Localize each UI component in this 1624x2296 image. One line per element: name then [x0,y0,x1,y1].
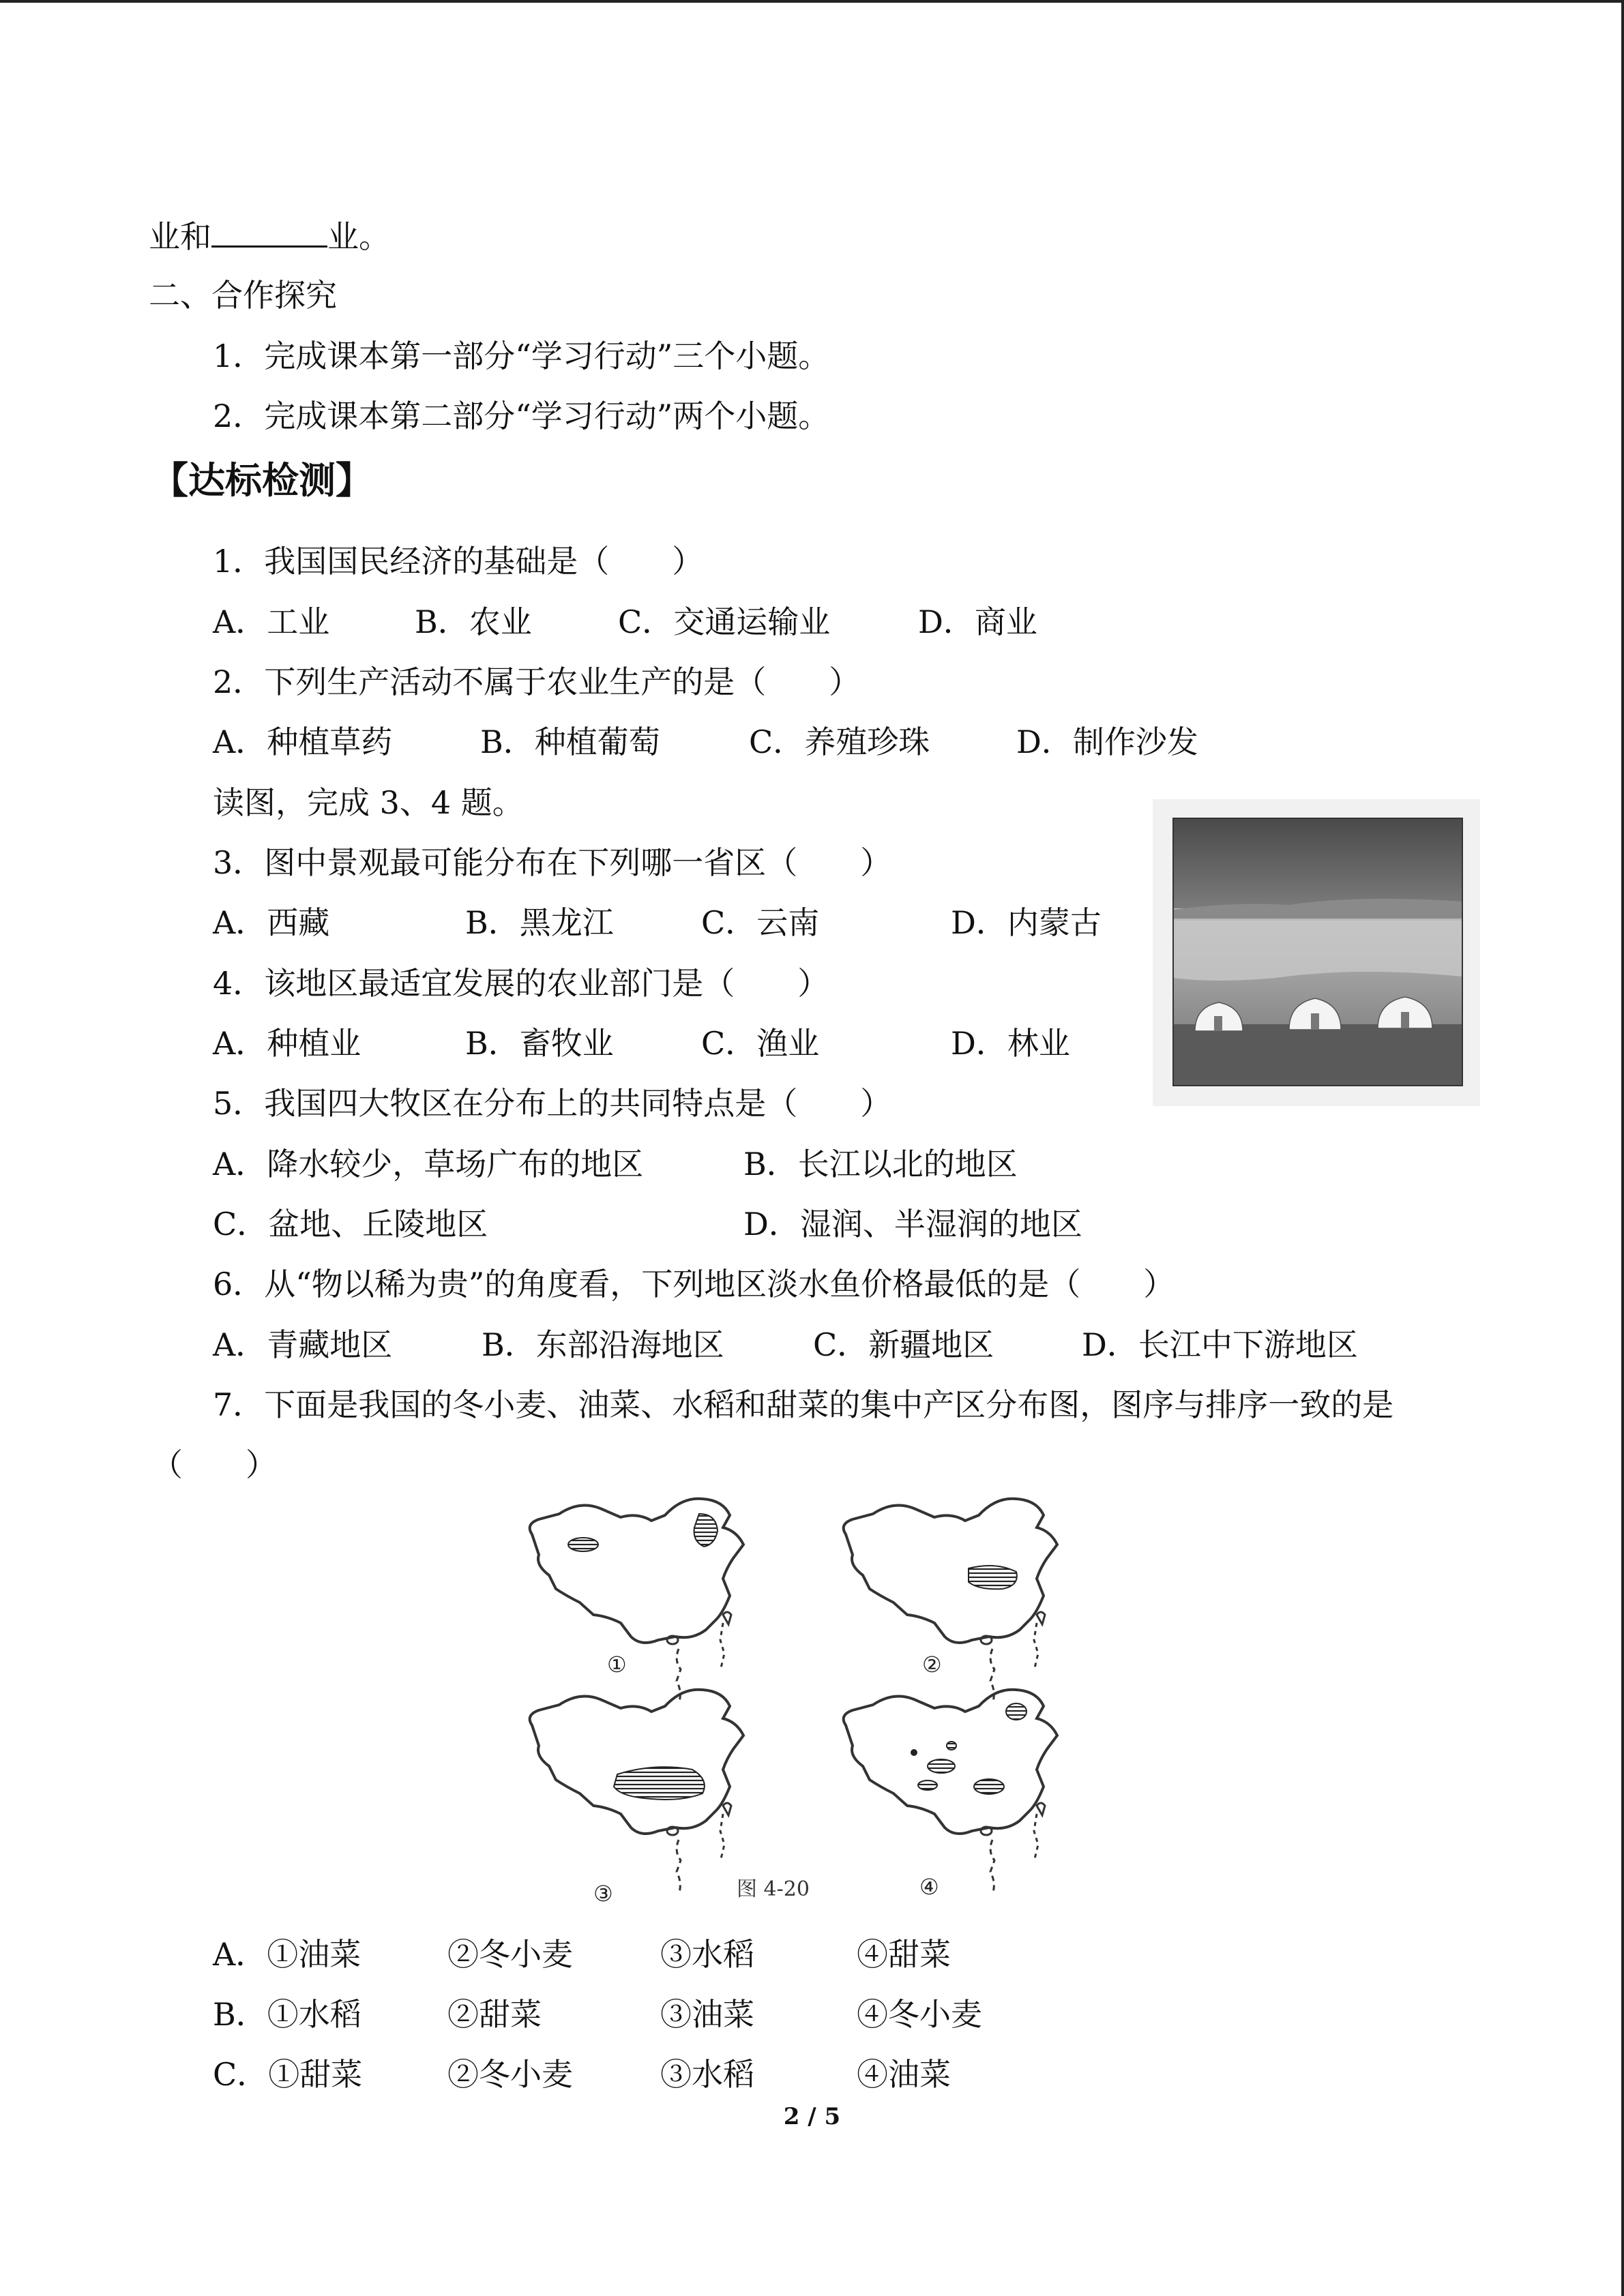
intro-suffix: 业。 [327,218,390,255]
q7-option-c-3: ③水稻 [660,2056,754,2093]
q7-option-b-4: ④冬小麦 [857,1996,982,2033]
map-3 [530,1690,743,1892]
map-4 [844,1690,1057,1892]
map-label-3: ③ [593,1881,613,1907]
map-1 [530,1499,743,1701]
map-label-2: ② [922,1652,942,1678]
q6-option-d: D．长江中下游地区 [1082,1326,1358,1363]
q2-option-a: A．种植草药 [213,724,393,760]
q5-option-d: D．湿润、半湿润的地区 [743,1206,1082,1242]
map-label-4: ④ [919,1874,939,1900]
q6-option-c: C．新疆地区 [813,1326,994,1363]
q4-option-d: D．林业 [951,1025,1070,1062]
map-2 [844,1499,1057,1701]
q3-option-d: D．内蒙古 [951,904,1102,941]
china-crop-maps-figure [505,1487,1119,1909]
q4-option-c: C．渔业 [701,1025,820,1062]
q2-option-b: B．种植葡萄 [480,724,660,760]
q4-stem: 4．该地区最适宜发展的农业部门是（ ） [213,965,829,1002]
map-label-1: ① [607,1652,627,1678]
q1-option-d: D．商业 [918,603,1037,640]
q3-stem: 3．图中景观最可能分布在下列哪一省区（ ） [213,844,892,881]
q7-option-c-4: ④油菜 [857,2056,951,2093]
figure-caption: 图 4-20 [737,1877,810,1901]
test-section-title: 【达标检测】 [151,459,372,502]
q4-option-a: A．种植业 [213,1025,361,1062]
q7-option-b-2: ②甜菜 [447,1996,542,2033]
q7-stem-bracket: （ ） [151,1446,277,1483]
grassland-yurt-photo [1153,799,1480,1106]
task-1: 1．完成课本第一部分“学习行动”三个小题。 [213,338,830,374]
q1-option-a: A．工业 [213,603,330,640]
read-figure-note: 读图，完成 3、4 题。 [213,784,524,821]
q2-option-c: C．养殖珍珠 [749,724,930,760]
q7-option-c-2: ②冬小麦 [447,2056,573,2093]
q5-option-c: C．盆地、丘陵地区 [213,1206,488,1242]
q5-option-b: B．长江以北的地区 [743,1146,1018,1182]
q1-option-c: C．交通运输业 [618,603,831,640]
page-number: 2 / 5 [783,2103,841,2130]
q6-option-a: A．青藏地区 [213,1326,393,1363]
q7-option-b-3: ③油菜 [660,1996,754,2033]
q7-option-c-1: C．①甜菜 [213,2056,363,2093]
q1-option-b: B．农业 [415,603,532,640]
q2-option-d: D．制作沙发 [1016,724,1198,760]
q6-stem: 6．从“物以稀为贵”的角度看，下列地区淡水鱼价格最低的是（ ） [213,1266,1175,1302]
q7-option-a-1: A．①油菜 [213,1936,361,1973]
q7-option-a-4: ④甜菜 [857,1936,951,1973]
q3-option-a: A．西藏 [213,904,330,941]
q3-option-b: B．黑龙江 [465,904,614,941]
q5-stem: 5．我国四大牧区在分布上的共同特点是（ ） [213,1085,892,1122]
q7-option-a-2: ②冬小麦 [447,1936,573,1973]
top-border [0,0,1624,3]
q1-stem: 1．我国国民经济的基础是（ ） [213,543,704,580]
intro-fill-line [149,215,390,257]
q7-stem: 7．下面是我国的冬小麦、油菜、水稻和甜菜的集中产区分布图，图序与排序一致的是 [213,1386,1394,1423]
q5-option-a: A．降水较少，草场广布的地区 [213,1146,644,1182]
answer-blank [211,215,327,248]
q6-option-b: B．东部沿海地区 [482,1326,724,1363]
task-2: 2．完成课本第二部分“学习行动”两个小题。 [213,398,830,434]
intro-prefix: 业和 [149,218,211,255]
right-border [1621,0,1624,2296]
q3-option-c: C．云南 [701,904,820,941]
q2-stem: 2．下列生产活动不属于农业生产的是（ ） [213,664,861,700]
q4-option-b: B．畜牧业 [465,1025,614,1062]
section-two-heading: 二、合作探究 [149,277,337,314]
q7-option-b-1: B．①水稻 [213,1996,361,2033]
q7-option-a-3: ③水稻 [660,1936,754,1973]
